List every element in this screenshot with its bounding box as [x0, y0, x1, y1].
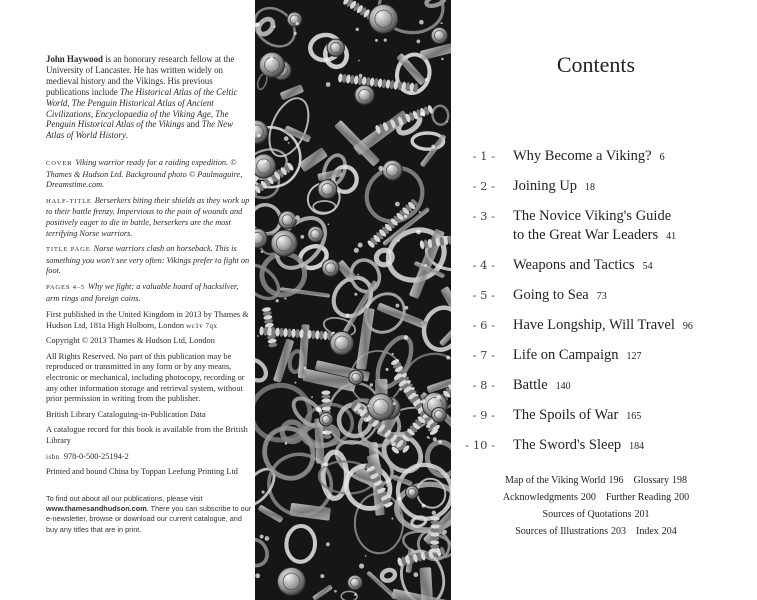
- chapter-page: 41: [666, 231, 677, 242]
- chapter-page: 54: [642, 261, 653, 272]
- back-matter-item[interactable]: Further Reading 200: [605, 492, 690, 503]
- rights-statement: All Rights Reserved. No part of this publication may be reproduced or transmitted in any form or by any means, electronic or mechanical, including photocopy, recording or any other information storage and retrieval system, without prior permission in writing from the publisher.: [46, 351, 245, 404]
- back-matter-row-2: [451, 491, 741, 504]
- chapter-title: The Spoils of War: [513, 407, 619, 423]
- caption-pages-4-5: PAGES 4–5 Why we fight: a valuable hoard of hacksilver, arm rings and foreign coins.: [46, 281, 239, 303]
- chapter-number: - 6 -: [472, 318, 495, 332]
- chapter-number: - 10 -: [465, 438, 495, 452]
- silver-hoard-photo: [255, 0, 451, 600]
- printed-line: Printed and bound China by Toppan Leefung Printing Ltd: [46, 467, 238, 477]
- contents-page: [451, 0, 757, 600]
- chapter-title: The Sword's Sleep: [513, 437, 622, 453]
- chapter-title: Battle: [513, 377, 548, 393]
- chapter-page: 6: [659, 152, 665, 163]
- back-matter-row-4: [451, 525, 741, 538]
- chapter-page: 18: [585, 182, 596, 193]
- author-name: John Haywood: [46, 54, 103, 64]
- chapter-title: The Novice Viking's Guide: [513, 208, 672, 224]
- chapter-page: 165: [626, 411, 642, 422]
- imprint-page: [0, 0, 255, 600]
- back-matter-item[interactable]: Glossary 198: [633, 475, 687, 486]
- chapter-page: 140: [555, 381, 571, 392]
- isbn-line: isbn 978-0-500-25194-2: [46, 451, 129, 461]
- back-matter-item[interactable]: Sources of Quotations 201: [542, 509, 650, 520]
- chapter-title: Have Longship, Will Travel: [513, 317, 675, 333]
- caption-half-title: HALF-TITLE Berserkers biting their shields as they work up to their battle frenzy. Impervious to the pain of wounds and positively eager to die in battle, berserkers are the most terrifying Norse warriors.: [46, 195, 250, 238]
- publisher-contact: To find out about all our publications, please visit www.thamesandhudson.com. There you can subscribe to our e-newsletter, browse or download our current catalogue, and buy any titles that are in print.: [46, 494, 252, 534]
- chapter-title: Going to Sea: [513, 287, 589, 303]
- author-bio: John Haywood is an honorary research fellow at the University of Lancaster. He has written widely on medieval history and the Vikings. His previous publications include The Historical Atlas of the Celtic World, The Penguin Historical Atlas of Ancient Civilizations, Encyclopaedia of the Viking Age, The Penguin Historical Atlas of the Vikings and The New Atlas of World History.: [46, 54, 238, 141]
- back-matter-item[interactable]: Sources of Illustrations 203: [515, 526, 626, 537]
- chapter-number: - 3 -: [472, 209, 495, 223]
- back-matter-item[interactable]: Map of the Viking World 196: [504, 475, 624, 486]
- publisher-url[interactable]: www.thamesandhudson.com: [46, 504, 147, 514]
- image-captions: [46, 158, 252, 309]
- catalogue-record: A catalogue record for this book is available from the British Library: [46, 425, 248, 445]
- chapter-title: Weapons and Tactics: [513, 257, 635, 273]
- copyright-line: Copyright © 2013 Thames & Hudson Ltd, London: [46, 336, 215, 346]
- back-matter-row-1: [451, 474, 741, 487]
- silver-hoard-photo-icon: [255, 0, 451, 600]
- chapter-page: 73: [596, 291, 607, 302]
- chapter-page: 184: [629, 441, 645, 452]
- chapter-title: Why Become a Viking?: [513, 148, 652, 164]
- chapter-title-line-2: to the Great War Leaders: [513, 227, 659, 243]
- chapter-number: - 9 -: [472, 408, 495, 422]
- chapter-number: - 7 -: [472, 348, 495, 362]
- chapter-number: - 4 -: [472, 258, 495, 272]
- caption-title-page: TITLE PAGE Norse warriors clash on horseback. This is something you won't see very often: Vikings prefer to fight on foot.: [46, 244, 250, 276]
- chapter-page: 96: [682, 321, 693, 332]
- chapter-number: - 5 -: [472, 288, 495, 302]
- chapter-title: Joining Up: [513, 178, 578, 194]
- chapter-number: - 8 -: [472, 378, 495, 392]
- chapter-number: - 1 -: [472, 149, 495, 163]
- publication-details: [46, 310, 252, 483]
- cip-line: British Library Cataloguing-in-Publication Data: [46, 409, 206, 419]
- chapter-title: Life on Campaign: [513, 347, 619, 363]
- first-published: First published in the United Kingdom in 2013 by Thames & Hudson Ltd, 181a High Holborn, London wc1v 7qx: [46, 310, 249, 330]
- back-matter-item[interactable]: Index 204: [635, 526, 677, 537]
- contents-title: Contents: [556, 52, 636, 77]
- chapter-page: 127: [626, 351, 642, 362]
- back-matter-item[interactable]: Acknowledgments 200: [502, 492, 596, 503]
- caption-cover: COVER Viking warrior ready for a raiding expedition. © Thames & Hudson Ltd. Background photo © Paulmaguire, Dreamstime.com.: [46, 158, 243, 190]
- back-matter-row-3: [451, 508, 741, 521]
- chapter-number: - 2 -: [472, 179, 495, 193]
